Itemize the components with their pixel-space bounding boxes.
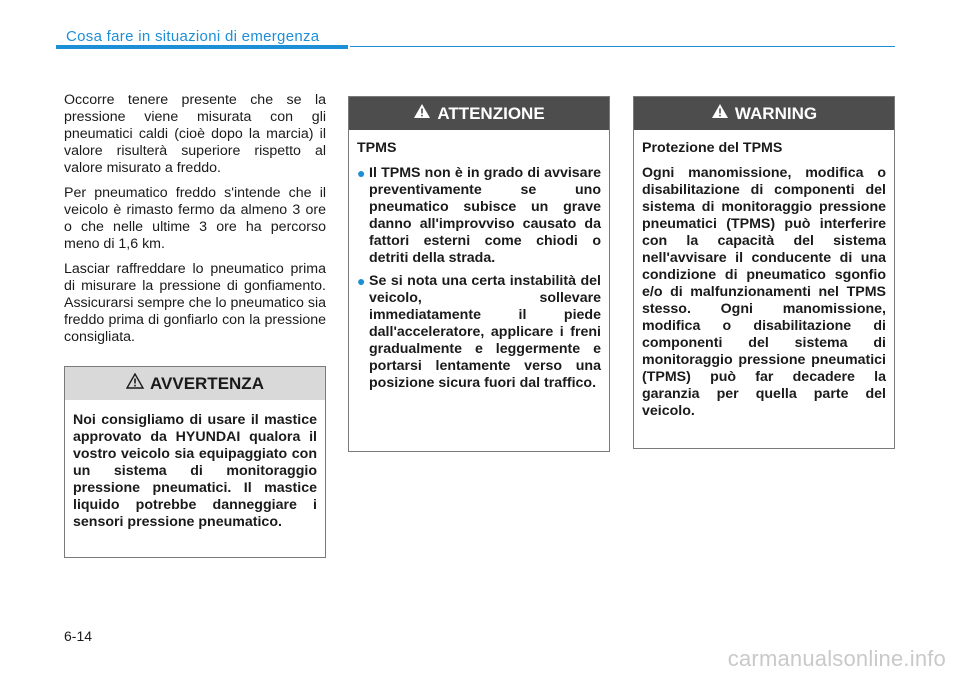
- page-number: 6-14: [64, 628, 93, 644]
- attenzione-bullet-text: Se si nota una certa instabilità del veicolo, sollevare immediatamente il piede dall'acceleratore, applicare i freni gradualmente e leggermente e portarsi lentamente verso una posizione sicura fuori dal traffico.: [369, 273, 601, 391]
- body-text-column: [64, 92, 326, 354]
- warning-box: [633, 96, 895, 449]
- bullet-dot-icon: ●: [357, 165, 366, 181]
- warning-triangle-icon: [413, 103, 431, 124]
- attenzione-bullet-text: Il TPMS non è in grado di avvisare preventivamente se uno pneumatico subisce un grave danno all'improvviso causato da fattori esterni come chiodi o detriti della strada.: [369, 165, 601, 266]
- watermark: carmanualsonline.info: [727, 646, 946, 671]
- header-rule-thick: [56, 45, 348, 49]
- attenzione-header: [349, 97, 609, 130]
- warning-triangle-icon: [126, 373, 144, 394]
- warning-header: [634, 97, 894, 130]
- attenzione-title: ATTENZIONE: [437, 103, 545, 123]
- body-paragraph: Occorre tenere presente che se la pressione viene misurata con gli pneumatici caldi (cioè dopo la marcia) il valore risulterà superiore rispetto al valore misurato a freddo.: [64, 92, 326, 176]
- avvertenza-title: AVVERTENZA: [150, 373, 264, 393]
- list-item: [357, 165, 601, 267]
- warning-title: WARNING: [734, 103, 818, 123]
- body-paragraph: Lasciar raffreddare lo pneumatico prima di misurare la pressione di gonfiamento. Assicurarsi sempre che lo pneumatico sia freddo prima di gonfiarlo con la pressione consigliata.: [64, 261, 326, 345]
- warning-subtitle: Protezione del TPMS: [642, 140, 783, 156]
- attenzione-subtitle: TPMS: [357, 140, 397, 156]
- warning-triangle-icon: [711, 103, 729, 124]
- header-rule-thin: [350, 46, 895, 47]
- section-title: Cosa fare in situazioni di emergenza: [66, 28, 320, 45]
- avvertenza-text: Noi consigliamo di usare il mastice approvato da HYUNDAI qualora il vostro veicolo sia equipaggiato con un sistema di monitoraggio pressione pneumatici. Il mastice liquido potrebbe danneggiare i sensori pressione pneumatico.: [73, 412, 317, 530]
- warning-text: Ogni manomissione, modifica o disabilitazione di componenti del sistema di monitoraggio pressione pneumatici (TPMS) può interferire con la capacità del sistema nell'avvisare il conducente di una condizione di pneumatico sgonfio e/o di malfunzionamenti nel TPMS stesso. Ogni manomissione, modifica o disabilitazione di componenti del sistema di monitoraggio pressione pneumatici (TPMS) può far decadere la garanzia per quella parte del veicolo.: [642, 165, 886, 419]
- avvertenza-box: [64, 366, 326, 558]
- body-paragraph: Per pneumatico freddo s'intende che il veicolo è rimasto fermo da almeno 3 ore o che nelle ultime 3 ore ha percorso meno di 1,6 km.: [64, 185, 326, 252]
- list-item: [357, 273, 601, 392]
- bullet-dot-icon: ●: [357, 273, 366, 289]
- attenzione-box: [348, 96, 610, 452]
- avvertenza-header: [65, 367, 325, 400]
